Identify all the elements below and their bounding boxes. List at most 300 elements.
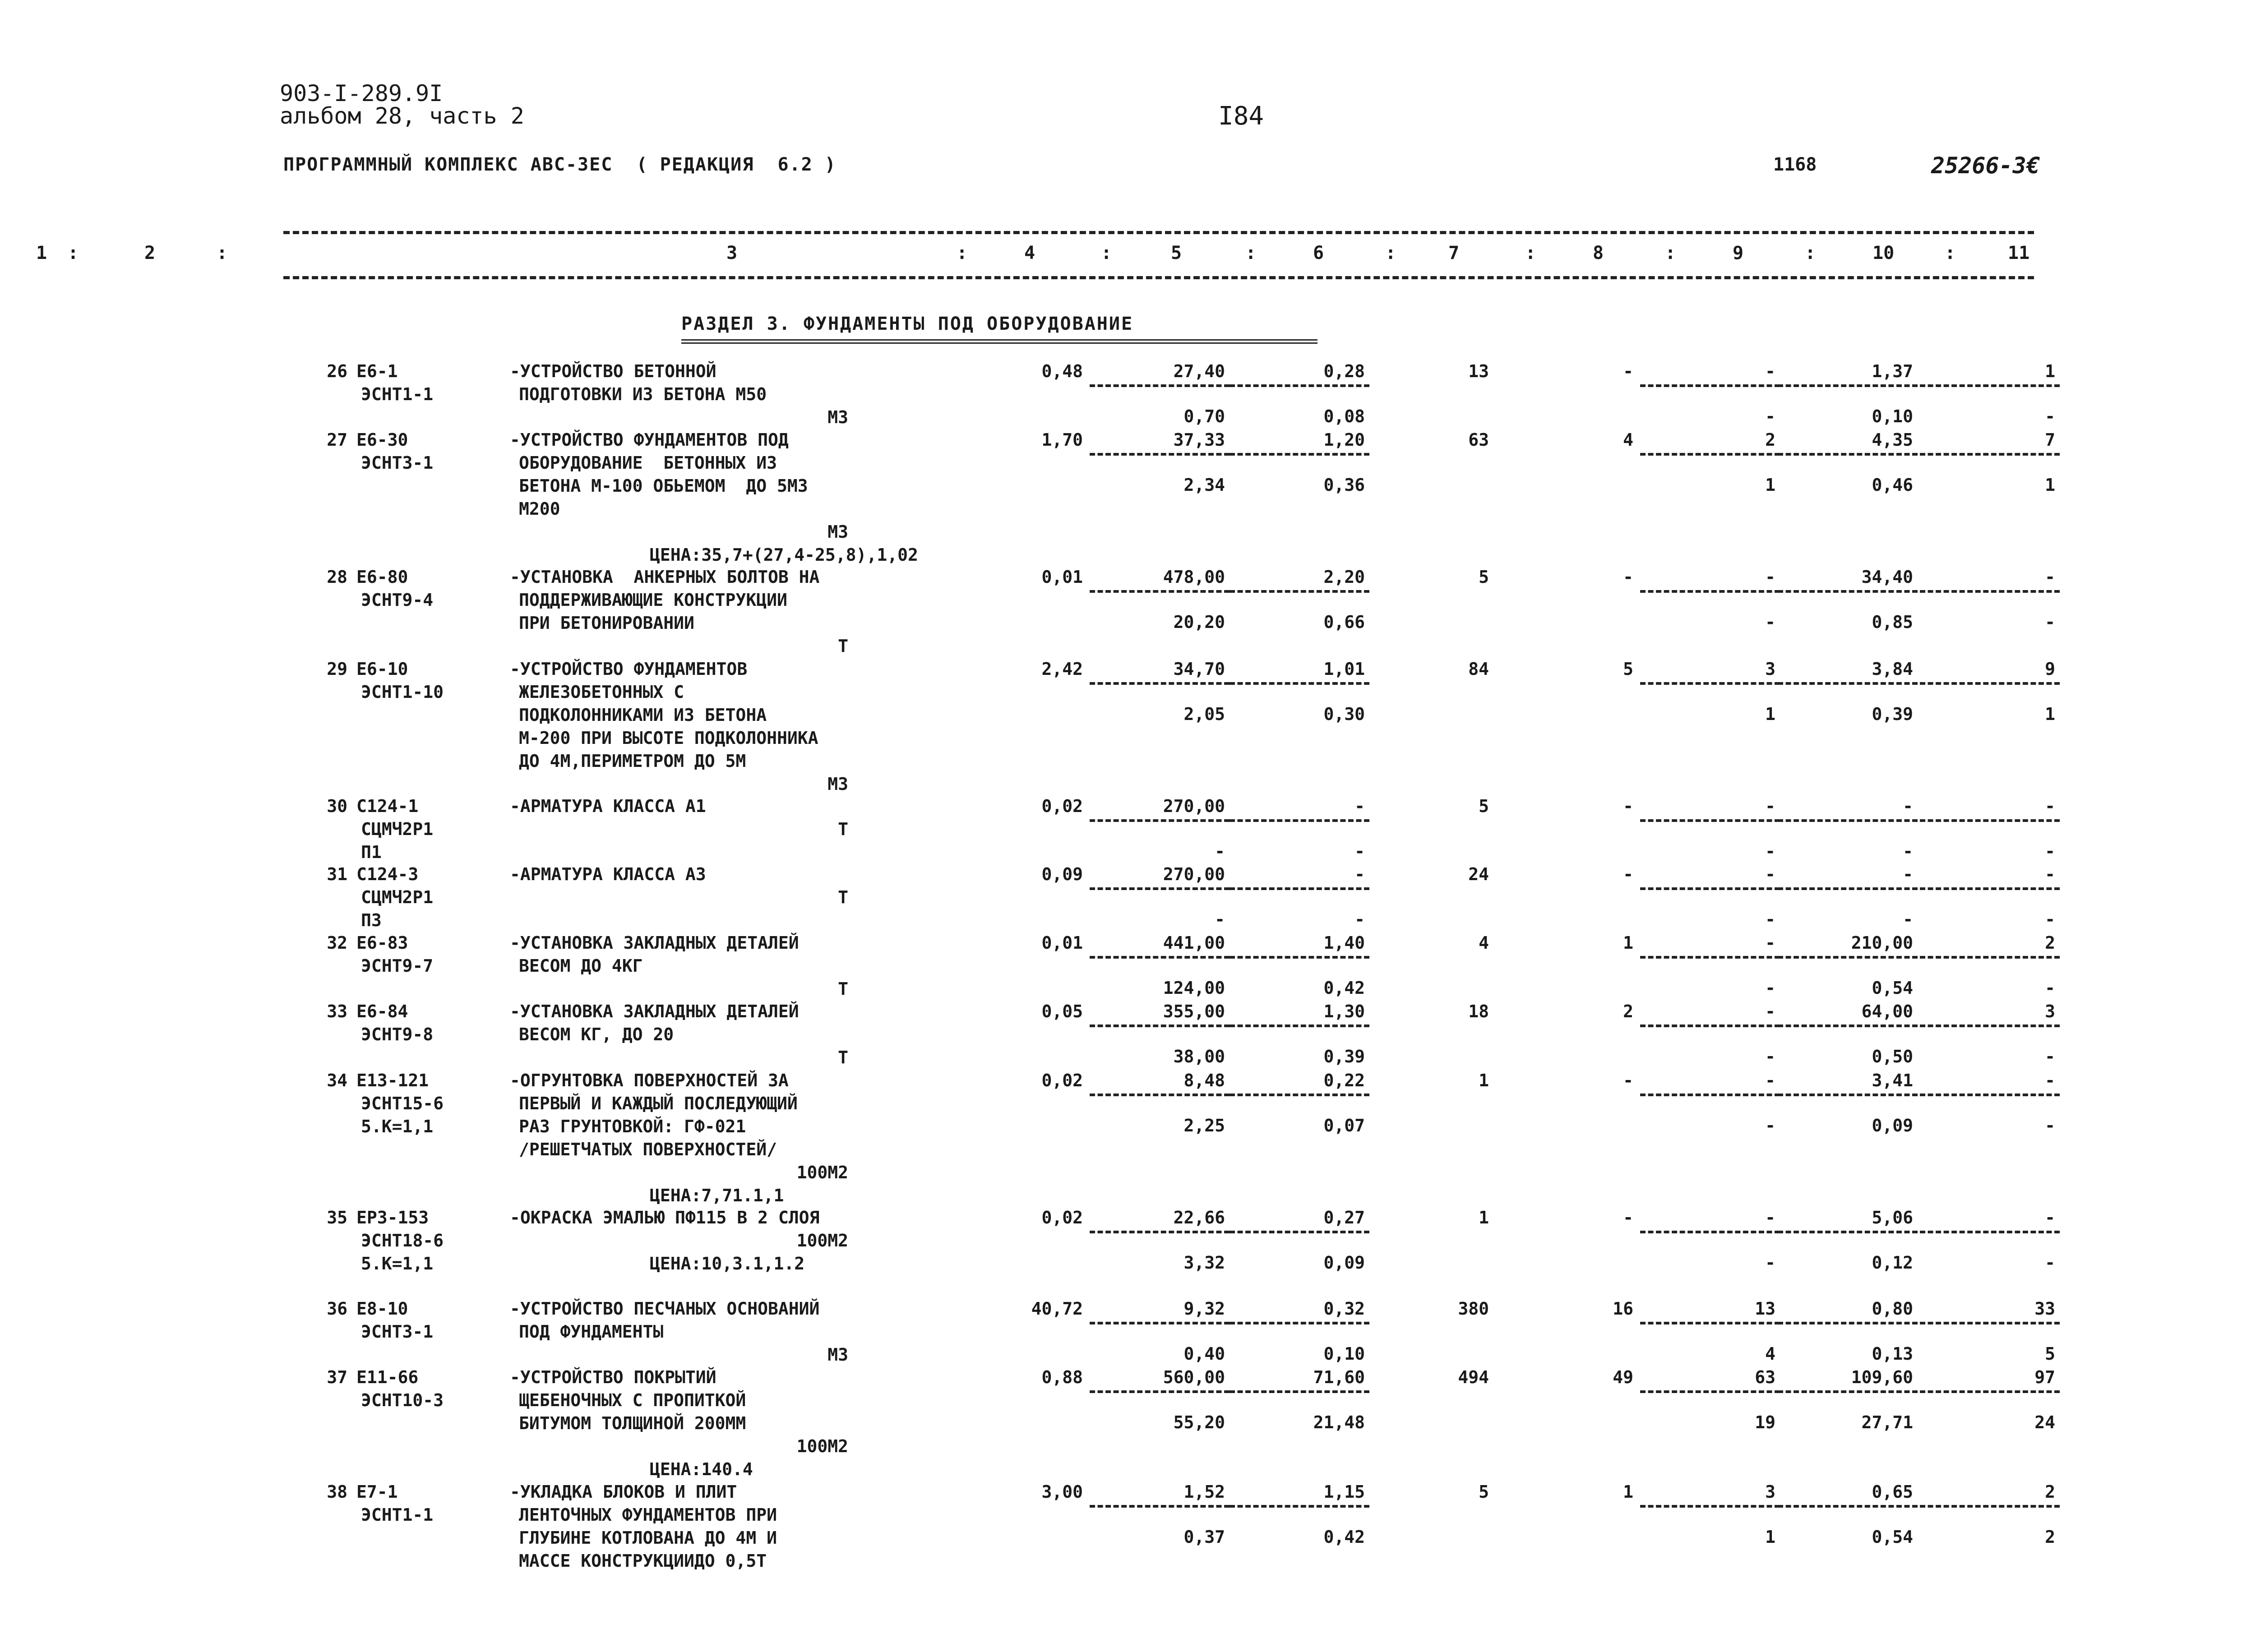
value-divider xyxy=(1090,819,1230,822)
value-divider xyxy=(1230,682,1369,685)
column-10-value: - xyxy=(1903,864,1913,884)
column-number-row xyxy=(36,243,2034,270)
column-8-value: - xyxy=(1623,567,1633,587)
column-8-value: 4 xyxy=(1623,430,1633,450)
work-description: /РЕШЕТЧАТЫХ ПОВЕРХНОСТЕЙ/ xyxy=(519,1140,777,1159)
column-5-sub-value: 38,00 xyxy=(1173,1047,1225,1066)
work-description: ЖЕЛЕЗОБЕТОННЫХ С xyxy=(519,682,684,702)
column-6-value: 0,28 xyxy=(1323,361,1365,381)
column-9-value: - xyxy=(1765,567,1775,587)
column-6-sub-value: 0,09 xyxy=(1323,1253,1365,1273)
value-divider xyxy=(1090,1094,1230,1096)
column-10-value: 0,65 xyxy=(1872,1482,1913,1502)
column-10-sub-value: 0,13 xyxy=(1872,1344,1913,1364)
column-separator: : xyxy=(1805,243,1816,263)
column-8-value: - xyxy=(1623,864,1633,884)
column-10-value: 0,80 xyxy=(1872,1299,1913,1319)
quantity: 0,01 xyxy=(1041,567,1083,587)
section-underline xyxy=(681,339,1318,344)
column-10-sub-value: 0,39 xyxy=(1872,704,1913,724)
column-6-sub-value: 0,08 xyxy=(1323,406,1365,426)
column-8-value: 2 xyxy=(1623,1001,1633,1021)
value-divider xyxy=(1230,453,1369,456)
column-6-sub-value: - xyxy=(1355,841,1365,861)
column-7-value: 5 xyxy=(1479,1482,1489,1502)
value-divider xyxy=(1920,1390,2060,1393)
value-divider xyxy=(1640,1231,1780,1233)
column-9-value: 63 xyxy=(1755,1367,1775,1387)
column-11-sub-value: - xyxy=(2045,1253,2055,1273)
column-6-value: - xyxy=(1355,864,1365,884)
column-10-value: 4,35 xyxy=(1872,430,1913,450)
row-number: 30 xyxy=(327,796,347,816)
column-10-sub-value: - xyxy=(1903,909,1913,929)
norm-code: ЭСНТ3-1 xyxy=(361,1322,434,1342)
work-description: ВЕСОМ ДО 4КГ xyxy=(519,956,643,976)
value-divider xyxy=(1778,1231,1918,1233)
norm-code: ЭСНТ1-1 xyxy=(361,384,434,404)
column-separator: : xyxy=(1385,243,1396,263)
value-divider xyxy=(1230,590,1369,593)
value-divider xyxy=(1778,1505,1918,1508)
work-description: -ОГРУНТОВКА ПОВЕРХНОСТЕЙ ЗА xyxy=(510,1071,789,1090)
column-9-sub-value: 1 xyxy=(1765,1527,1775,1547)
value-divider xyxy=(1230,384,1369,387)
column-5-value: 22,66 xyxy=(1173,1208,1225,1227)
column-9-sub-value: 19 xyxy=(1755,1412,1775,1432)
quantity: 0,48 xyxy=(1041,361,1083,381)
value-divider xyxy=(1920,1094,2060,1096)
norm-code: П1 xyxy=(361,842,382,862)
column-9-sub-value: - xyxy=(1765,1047,1775,1066)
value-divider xyxy=(1230,1322,1369,1324)
work-description: ГЛУБИНЕ КОТЛОВАНА ДО 4М И xyxy=(519,1528,777,1548)
column-6-sub-value: 0,39 xyxy=(1323,1047,1365,1066)
norm-code: ЕР3-153 xyxy=(356,1208,429,1227)
column-7-value: 84 xyxy=(1468,659,1489,679)
quantity: 1,70 xyxy=(1041,430,1083,450)
price-formula: ЦЕНА:10,3.1,1.2 xyxy=(650,1254,805,1274)
column-8-value: 1 xyxy=(1623,933,1633,953)
value-divider xyxy=(1090,887,1230,890)
row-number: 29 xyxy=(327,659,347,679)
value-divider xyxy=(1090,453,1230,456)
norm-code: Е6-84 xyxy=(356,1001,408,1021)
norm-code: ЭСНТ9-4 xyxy=(361,590,434,610)
column-11-value: 33 xyxy=(2034,1299,2055,1319)
column-9-value: 3 xyxy=(1765,659,1775,679)
work-description: -УСТРОЙСТВО ФУНДАМЕНТОВ xyxy=(510,659,748,679)
column-10-sub-value: 0,46 xyxy=(1872,475,1913,495)
value-divider xyxy=(1920,819,2060,822)
unit-of-measure: Т xyxy=(838,887,848,907)
unit-of-measure: 100М2 xyxy=(796,1231,848,1251)
norm-code: С124-3 xyxy=(356,864,419,884)
column-11-value: 97 xyxy=(2034,1367,2055,1387)
quantity: 0,05 xyxy=(1041,1001,1083,1021)
value-divider xyxy=(1778,453,1918,456)
album-part: альбом 28, часть 2 xyxy=(280,103,524,129)
work-description: ПОДДЕРЖИВАЮЩИЕ КОНСТРУКЦИИ xyxy=(519,590,787,610)
norm-code: ЭСНТ10-3 xyxy=(361,1390,444,1410)
value-divider xyxy=(1778,819,1918,822)
column-9-value: 3 xyxy=(1765,1482,1775,1502)
quantity: 0,02 xyxy=(1041,1208,1083,1227)
norm-code: Е13-121 xyxy=(356,1071,429,1090)
column-9-value: - xyxy=(1765,1208,1775,1227)
work-description: БЕТОНА М-100 ОБЬЕМОМ ДО 5М3 xyxy=(519,476,808,496)
work-description: ЛЕНТОЧНЫХ ФУНДАМЕНТОВ ПРИ xyxy=(519,1505,777,1525)
value-divider xyxy=(1778,956,1918,959)
value-divider xyxy=(1090,590,1230,593)
value-divider xyxy=(1090,682,1230,685)
work-description: -УСТАНОВКА ЗАКЛАДНЫХ ДЕТАЛЕЙ xyxy=(510,1001,799,1021)
unit-of-measure: М3 xyxy=(828,1345,848,1365)
unit-of-measure: 100М2 xyxy=(796,1436,848,1456)
value-divider xyxy=(1778,682,1918,685)
value-divider xyxy=(1920,1322,2060,1324)
norm-code: Е6-80 xyxy=(356,567,408,587)
column-5-sub-value: 2,34 xyxy=(1183,475,1225,495)
work-description: -АРМАТУРА КЛАССА А1 xyxy=(510,796,706,816)
column-8-value: - xyxy=(1623,796,1633,816)
column-5-sub-value: 0,70 xyxy=(1183,406,1225,426)
norm-code: ЭСНТ9-7 xyxy=(361,956,434,976)
value-divider xyxy=(1230,956,1369,959)
column-7-value: 1 xyxy=(1479,1071,1489,1090)
column-9-value: 2 xyxy=(1765,430,1775,450)
value-divider xyxy=(1230,1024,1369,1027)
column-number-6: 6 xyxy=(1313,243,1324,263)
value-divider xyxy=(1640,453,1780,456)
value-divider xyxy=(1920,682,2060,685)
column-separator: : xyxy=(1665,243,1676,263)
work-description: МАССЕ КОНСТРУКЦИИДО 0,5Т xyxy=(519,1551,767,1571)
value-divider xyxy=(1778,1322,1918,1324)
column-8-value: 1 xyxy=(1623,1482,1633,1502)
value-divider xyxy=(1640,819,1780,822)
quantity: 40,72 xyxy=(1031,1299,1083,1319)
column-10-value: 1,37 xyxy=(1872,361,1913,381)
column-9-value: - xyxy=(1765,864,1775,884)
column-7-value: 18 xyxy=(1468,1001,1489,1021)
work-description: -УСТРОЙСТВО БЕТОННОЙ xyxy=(510,361,717,381)
value-divider xyxy=(1090,1390,1230,1393)
row-number: 27 xyxy=(327,430,347,450)
column-9-sub-value: - xyxy=(1765,841,1775,861)
quantity: 0,02 xyxy=(1041,1071,1083,1090)
column-5-value: 560,00 xyxy=(1163,1367,1225,1387)
header-rule-bottom xyxy=(283,276,2034,279)
column-number-1: 1 xyxy=(36,243,47,263)
column-6-sub-value: 0,30 xyxy=(1323,704,1365,724)
norm-code: С124-1 xyxy=(356,796,419,816)
column-separator: : xyxy=(217,243,228,263)
column-6-sub-value: 0,10 xyxy=(1323,1344,1365,1364)
value-divider xyxy=(1230,887,1369,890)
column-separator: : xyxy=(68,243,79,263)
column-7-value: 24 xyxy=(1468,864,1489,884)
column-6-sub-value: 0,42 xyxy=(1323,978,1365,998)
column-5-sub-value: 3,32 xyxy=(1183,1253,1225,1273)
column-9-sub-value: 4 xyxy=(1765,1344,1775,1364)
column-5-sub-value: 2,25 xyxy=(1183,1116,1225,1135)
norm-code: П3 xyxy=(361,910,382,930)
sheet-number: 1168 xyxy=(1773,154,1817,175)
column-11-value: 7 xyxy=(2045,430,2055,450)
work-description: ПОДКОЛОННИКАМИ ИЗ БЕТОНА xyxy=(519,705,767,725)
column-8-value: 49 xyxy=(1613,1367,1633,1387)
work-description: ДО 4М,ПЕРИМЕТРОМ ДО 5М xyxy=(519,751,746,771)
column-separator: : xyxy=(957,243,968,263)
norm-code: Е6-30 xyxy=(356,430,408,450)
column-6-value: 0,32 xyxy=(1323,1299,1365,1319)
column-9-sub-value: - xyxy=(1765,1116,1775,1135)
column-6-value: 1,40 xyxy=(1323,933,1365,953)
column-6-sub-value: 0,07 xyxy=(1323,1116,1365,1135)
unit-of-measure: М3 xyxy=(828,522,848,542)
value-divider xyxy=(1920,590,2060,593)
quantity: 3,00 xyxy=(1041,1482,1083,1502)
value-divider xyxy=(1778,887,1918,890)
column-11-sub-value: - xyxy=(2045,1047,2055,1066)
column-5-value: 478,00 xyxy=(1163,567,1225,587)
column-10-sub-value: 0,50 xyxy=(1872,1047,1913,1066)
work-description: ПОДГОТОВКИ ИЗ БЕТОНА М50 xyxy=(519,384,767,404)
norm-code: СЦМЧ2Р1 xyxy=(361,819,434,839)
column-11-value: 9 xyxy=(2045,659,2055,679)
column-9-value: - xyxy=(1765,933,1775,953)
column-10-value: 34,40 xyxy=(1861,567,1913,587)
column-separator: : xyxy=(1245,243,1257,263)
column-11-value: - xyxy=(2045,567,2055,587)
column-8-value: 16 xyxy=(1613,1299,1633,1319)
column-7-value: 63 xyxy=(1468,430,1489,450)
column-6-sub-value: 0,42 xyxy=(1323,1527,1365,1547)
column-5-value: 8,48 xyxy=(1183,1071,1225,1090)
unit-of-measure: Т xyxy=(838,636,848,656)
column-9-value: - xyxy=(1765,1001,1775,1021)
value-divider xyxy=(1640,1024,1780,1027)
column-number-2: 2 xyxy=(144,243,156,263)
section-title: РАЗДЕЛ 3. ФУНДАМЕНТЫ ПОД ОБОРУДОВАНИЕ xyxy=(681,314,1134,334)
column-5-sub-value: 124,00 xyxy=(1163,978,1225,998)
unit-of-measure: Т xyxy=(838,819,848,839)
value-divider xyxy=(1640,1322,1780,1324)
norm-code: Е6-83 xyxy=(356,933,408,953)
column-11-value: 3 xyxy=(2045,1001,2055,1021)
column-6-value: 71,60 xyxy=(1313,1367,1365,1387)
quantity: 0,01 xyxy=(1041,933,1083,953)
column-11-sub-value: - xyxy=(2045,612,2055,632)
column-10-sub-value: 0,54 xyxy=(1872,1527,1913,1547)
column-11-sub-value: 1 xyxy=(2045,704,2055,724)
column-number-11: 11 xyxy=(2008,243,2030,263)
column-5-sub-value: - xyxy=(1215,909,1225,929)
column-10-value: 5,06 xyxy=(1872,1208,1913,1227)
column-11-sub-value: 5 xyxy=(2045,1344,2055,1364)
column-11-sub-value: 1 xyxy=(2045,475,2055,495)
column-10-sub-value: - xyxy=(1903,841,1913,861)
column-10-sub-value: 0,10 xyxy=(1872,406,1913,426)
work-description: -УСТРОЙСТВО ПЕСЧАНЫХ ОСНОВАНИЙ xyxy=(510,1299,820,1319)
column-number-8: 8 xyxy=(1593,243,1604,263)
column-number-3: 3 xyxy=(726,243,738,263)
column-5-value: 355,00 xyxy=(1163,1001,1225,1021)
value-divider xyxy=(1920,453,2060,456)
column-11-value: 2 xyxy=(2045,933,2055,953)
value-divider xyxy=(1778,590,1918,593)
column-11-sub-value: 24 xyxy=(2034,1412,2055,1432)
work-description: ПОД ФУНДАМЕНТЫ xyxy=(519,1322,664,1342)
norm-code: Е6-10 xyxy=(356,659,408,679)
column-11-value: - xyxy=(2045,796,2055,816)
program-title: ПРОГРАММНЫЙ КОМПЛЕКС АВС-3ЕС ( РЕДАКЦИЯ 6.2 ) xyxy=(283,154,837,175)
column-9-value: - xyxy=(1765,1071,1775,1090)
norm-code: 5.К=1,1 xyxy=(361,1254,434,1274)
column-6-value: 1,01 xyxy=(1323,659,1365,679)
work-description: -АРМАТУРА КЛАССА А3 xyxy=(510,864,706,884)
column-11-sub-value: - xyxy=(2045,978,2055,998)
quantity: 0,88 xyxy=(1041,1367,1083,1387)
work-description: ПЕРВЫЙ И КАЖДЫЙ ПОСЛЕДУЮЩИЙ xyxy=(519,1094,798,1113)
row-number: 35 xyxy=(327,1208,347,1227)
norm-code: ЭСНТ18-6 xyxy=(361,1231,444,1251)
column-separator: : xyxy=(1525,243,1536,263)
column-6-value: 1,30 xyxy=(1323,1001,1365,1021)
value-divider xyxy=(1640,590,1780,593)
work-description: ПРИ БЕТОНИРОВАНИИ xyxy=(519,613,694,633)
value-divider xyxy=(1230,819,1369,822)
price-formula: ЦЕНА:35,7+(27,4-25,8),1,02 xyxy=(650,545,918,565)
value-divider xyxy=(1778,1094,1918,1096)
row-number: 37 xyxy=(327,1367,347,1387)
column-11-sub-value: 2 xyxy=(2045,1527,2055,1547)
value-divider xyxy=(1920,384,2060,387)
value-divider xyxy=(1640,956,1780,959)
value-divider xyxy=(1090,1505,1230,1508)
header-rule-top xyxy=(283,231,2034,234)
quantity: 2,42 xyxy=(1041,659,1083,679)
price-formula: ЦЕНА:140.4 xyxy=(650,1459,753,1479)
column-5-value: 34,70 xyxy=(1173,659,1225,679)
work-description: РАЗ ГРУНТОВКОЙ: ГФ-021 xyxy=(519,1117,746,1136)
column-8-value: - xyxy=(1623,1208,1633,1227)
value-divider xyxy=(1090,956,1230,959)
column-5-value: 270,00 xyxy=(1163,796,1225,816)
column-10-sub-value: 0,54 xyxy=(1872,978,1913,998)
value-divider xyxy=(1778,384,1918,387)
column-6-value: 2,20 xyxy=(1323,567,1365,587)
quantity: 0,02 xyxy=(1041,796,1083,816)
column-5-value: 27,40 xyxy=(1173,361,1225,381)
value-divider xyxy=(1640,1505,1780,1508)
column-11-value: 2 xyxy=(2045,1482,2055,1502)
column-8-value: - xyxy=(1623,361,1633,381)
archive-number: 25266-3€ xyxy=(1931,152,2040,179)
value-divider xyxy=(1640,384,1780,387)
row-number: 34 xyxy=(327,1071,347,1090)
column-9-value: 13 xyxy=(1755,1299,1775,1319)
row-number: 36 xyxy=(327,1299,347,1319)
column-10-sub-value: 0,12 xyxy=(1872,1253,1913,1273)
value-divider xyxy=(1090,384,1230,387)
norm-code: ЭСНТ15-6 xyxy=(361,1094,444,1113)
column-6-value: 0,22 xyxy=(1323,1071,1365,1090)
norm-code: Е6-1 xyxy=(356,361,398,381)
row-number: 38 xyxy=(327,1482,347,1502)
work-description: БИТУМОМ ТОЛЩИНОЙ 200ММ xyxy=(519,1413,746,1433)
column-7-value: 4 xyxy=(1479,933,1489,953)
work-description: М200 xyxy=(519,499,560,519)
column-7-value: 1 xyxy=(1479,1208,1489,1227)
column-10-value: 3,41 xyxy=(1872,1071,1913,1090)
unit-of-measure: М3 xyxy=(828,407,848,427)
value-divider xyxy=(1230,1505,1369,1508)
column-number-5: 5 xyxy=(1171,243,1182,263)
column-7-value: 13 xyxy=(1468,361,1489,381)
unit-of-measure: 100М2 xyxy=(796,1163,848,1182)
unit-of-measure: Т xyxy=(838,1047,848,1067)
page-number: I84 xyxy=(1218,102,1264,131)
column-11-value: - xyxy=(2045,1071,2055,1090)
row-number: 28 xyxy=(327,567,347,587)
value-divider xyxy=(1090,1231,1230,1233)
column-5-sub-value: 55,20 xyxy=(1173,1412,1225,1432)
column-9-sub-value: 1 xyxy=(1765,704,1775,724)
column-10-value: 109,60 xyxy=(1851,1367,1913,1387)
value-divider xyxy=(1778,1390,1918,1393)
work-description: ЩЕБЕНОЧНЫХ С ПРОПИТКОЙ xyxy=(519,1390,746,1410)
column-5-value: 441,00 xyxy=(1163,933,1225,953)
row-number: 33 xyxy=(327,1001,347,1021)
column-6-sub-value: 0,66 xyxy=(1323,612,1365,632)
column-number-7: 7 xyxy=(1448,243,1460,263)
column-5-sub-value: - xyxy=(1215,841,1225,861)
column-10-value: 210,00 xyxy=(1851,933,1913,953)
work-description: -УСТРОЙСТВО ФУНДАМЕНТОВ ПОД xyxy=(510,430,789,450)
norm-code: ЭСНТ1-10 xyxy=(361,682,444,702)
column-7-value: 5 xyxy=(1479,567,1489,587)
value-divider xyxy=(1920,1024,2060,1027)
work-description: ОБОРУДОВАНИЕ БЕТОННЫХ ИЗ xyxy=(519,453,777,473)
norm-code: Е8-10 xyxy=(356,1299,408,1319)
column-7-value: 380 xyxy=(1458,1299,1489,1319)
column-11-value: - xyxy=(2045,1208,2055,1227)
norm-code: ЭСНТ1-1 xyxy=(361,1505,434,1525)
column-11-value: - xyxy=(2045,864,2055,884)
column-5-sub-value: 20,20 xyxy=(1173,612,1225,632)
value-divider xyxy=(1090,1024,1230,1027)
unit-of-measure: Т xyxy=(838,979,848,999)
value-divider xyxy=(1920,1231,2060,1233)
norm-code: Е7-1 xyxy=(356,1482,398,1502)
row-number: 32 xyxy=(327,933,347,953)
column-7-value: 494 xyxy=(1458,1367,1489,1387)
row-number: 31 xyxy=(327,864,347,884)
norm-code: ЭСНТ9-8 xyxy=(361,1024,434,1044)
column-number-4: 4 xyxy=(1024,243,1036,263)
column-11-sub-value: - xyxy=(2045,909,2055,929)
price-formula: ЦЕНА:7,71.1,1 xyxy=(650,1186,784,1205)
value-divider xyxy=(1640,1094,1780,1096)
column-10-sub-value: 27,71 xyxy=(1861,1412,1913,1432)
quantity: 0,09 xyxy=(1041,864,1083,884)
column-9-value: - xyxy=(1765,796,1775,816)
column-5-value: 270,00 xyxy=(1163,864,1225,884)
column-9-value: - xyxy=(1765,361,1775,381)
column-number-9: 9 xyxy=(1733,243,1744,263)
